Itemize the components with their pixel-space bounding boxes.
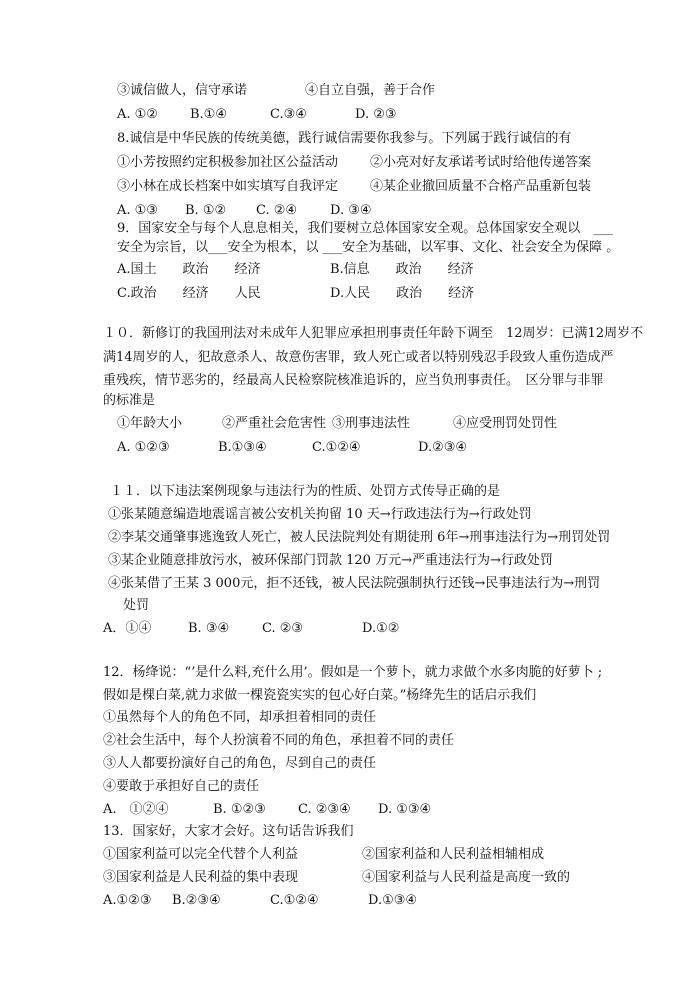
q13-choice-b: B.②③④	[172, 893, 221, 908]
q13-item-3: ③国家利益是人民利益的集中表现	[103, 870, 299, 885]
q11-item-4: ④张某借了王某 3 000元，拒不还钱，被人民法院强制执行还钱→民事违法行为→刑罚	[108, 576, 601, 591]
q11-item-4-continuation: 处罚	[123, 598, 150, 613]
q10-stem-line-3: 重残疾，情节恶劣的，经最高人民检察院核准追诉的，应当负刑事责任。 区分罪与非罪	[103, 373, 604, 388]
q12-choice-c: C. ②③④	[298, 802, 351, 817]
q7-choice-b: B.①④	[190, 107, 227, 122]
q11-stem: １１．以下违法案例现象与违法行为的性质、处罚方式传导正确的是	[110, 484, 501, 499]
q11-item-1: ①张某随意编造地震谣言被公安机关拘留 10 天→行政违法行为→行政处罚	[108, 507, 532, 522]
q13-choice-c: C.①②④	[270, 893, 319, 908]
q7-choice-c: C.③④	[270, 107, 307, 122]
q11-item-2: ②李某交通肇事逃逸致人死亡，被人民法院判处有期徒刑 6年→刑事违法行为→刑罚处罚	[108, 530, 611, 545]
q7-item-3: ③诚信做人，信守承诺	[117, 83, 248, 98]
q11-choice-b: B. ③④	[188, 621, 230, 636]
q12-item-2: ②社会生活中，每个人扮演着不同的角色，承担着不同的责任	[103, 733, 455, 748]
q10-stem-line-4: 的标准是	[103, 393, 156, 408]
q8-item-4: ④某企业撤回质量不合格产品重新包装	[370, 179, 592, 194]
q10-item-3: ③刑事违法性	[332, 416, 411, 431]
q8-choice-d: D. ③④	[330, 203, 372, 218]
q7-item-4: ④自立自强，善于合作	[305, 83, 436, 98]
q12-stem-line-1: 12．杨绛说：“’是什么料,充什么用’。假如是一个萝卜，就力求做个水多肉脆的好萝卜 ;	[103, 665, 603, 680]
q9-stem-line-2: 安全为宗旨，以___安全为根本，以 ___安全为基础，以军事、文化、社会安全为保障 。	[117, 240, 620, 255]
q8-choice-c: C. ②④	[256, 203, 298, 218]
q8-stem: 8.诚信是中华民族的传统美德，践行诚信需要你我参与。下列属于践行诚信的有	[117, 131, 572, 146]
q10-item-2: ②严重社会危害性	[222, 416, 327, 431]
q9-stem-line-1: 9．国家安全与每个人息息相关，我们要树立总体国家安全观。总体国家安全观以 ___	[117, 221, 613, 236]
q10-choice-c: C.①②④	[312, 440, 361, 455]
q12-item-4: ④要敢于承担好自己的责任	[103, 779, 260, 794]
q13-item-4: ④国家利益与人民利益是高度一致的	[362, 870, 571, 885]
q13-choice-d: D.①③④	[368, 893, 418, 908]
q11-choice-d: D.①②	[362, 621, 400, 636]
q9-choice-b: B.信息 政治 经济	[330, 262, 474, 277]
q7-choice-d: D. ②③	[355, 107, 397, 122]
q10-item-1: ①年龄大小	[117, 416, 183, 431]
q10-item-4: ④应受刑罚处罚性	[453, 416, 558, 431]
q11-choice-a: A．①④	[103, 621, 152, 636]
q10-choice-a: A. ①②③	[117, 440, 170, 455]
q12-choice-a: A. ①②④	[103, 802, 169, 817]
q11-choice-c: C. ②③	[262, 621, 304, 636]
q7-choice-a: A. ①②	[117, 107, 158, 122]
q8-item-2: ②小亮对好友承诺考试时给他传递答案	[370, 155, 592, 170]
q10-stem-line-1: １０．新修订的我国刑法对未成年人犯罪应承担刑事责任年龄下调至 12周岁：已满12周岁不	[103, 326, 644, 341]
q13-item-2: ②国家利益和人民利益相辅相成	[362, 847, 545, 862]
q9-choice-a: A.国土 政治 经济	[117, 262, 261, 277]
q8-item-1: ①小芳按照约定积极参加社区公益活动	[117, 155, 339, 170]
q8-choice-b: B. ①②	[185, 203, 227, 218]
q11-item-3: ③某企业随意排放污水，被环保部门罚款 120 万元→严重违法行为→行政处罚	[108, 553, 553, 568]
q12-item-3: ③人人都要扮演好自己的角色，尽到自己的责任	[103, 756, 377, 771]
q13-stem: 13．国家好，大家才会好。这句话告诉我们	[103, 824, 354, 839]
q12-stem-line-2: 假如是棵白菜,就力求做一棵瓷瓷实实的包心好白菜。”杨绛先生的话启示我们	[103, 688, 537, 703]
q10-choice-d: D.②③④	[418, 440, 468, 455]
q12-item-1: ①虽然每个人的角色不同，却承担着相同的责任	[103, 710, 377, 725]
q8-item-3: ③小林在成长档案中如实填写自我评定	[117, 179, 339, 194]
q8-choice-a: A. ①③	[117, 203, 158, 218]
q9-choice-d: D.人民 政治 经济	[330, 286, 475, 301]
q12-choice-d: D. ①③④	[378, 802, 432, 817]
q12-choice-b: B. ①②③	[213, 802, 266, 817]
q10-stem-line-2: 满14周岁的人，犯故意杀人、故意伤害罪，致人死亡或者以特别残忍手段致人重伤造成严	[103, 350, 614, 365]
q9-choice-c: C.政治 经济 人民	[117, 286, 261, 301]
q13-choice-a: A.①②③	[103, 893, 152, 908]
q10-choice-b: B.①③④	[218, 440, 267, 455]
q13-item-1: ①国家利益可以完全代替个人利益	[103, 847, 299, 862]
